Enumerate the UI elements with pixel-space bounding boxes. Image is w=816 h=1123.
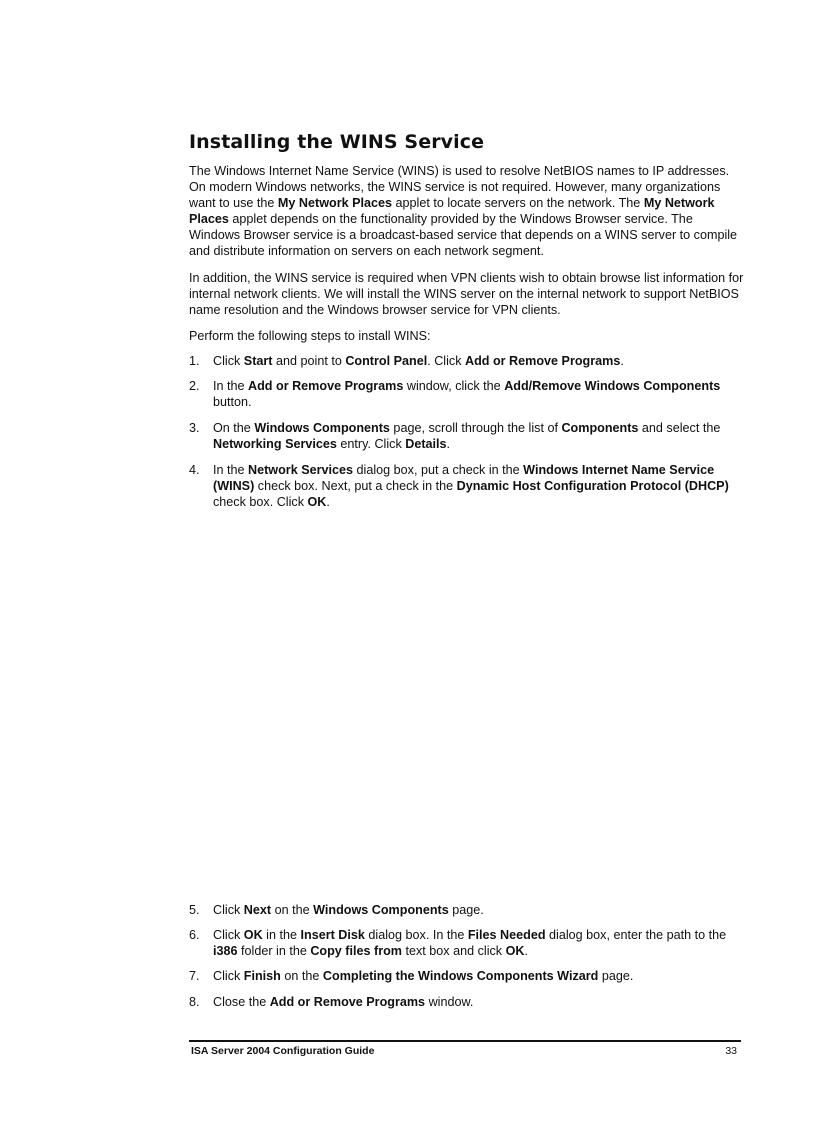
- step-text: [213, 462, 749, 510]
- emphasized-text: My Network Places: [277, 196, 393, 210]
- text-run: .: [524, 944, 528, 958]
- text-run: and select the: [638, 421, 721, 435]
- emphasized-text: i386: [213, 944, 238, 958]
- emphasized-text: Windows Internet Name Service (WINS): [213, 463, 715, 493]
- emphasized-text: Windows Components: [313, 903, 449, 917]
- emphasized-text: Details: [405, 437, 447, 451]
- text-run: Click: [213, 969, 244, 983]
- text-run: on the: [280, 969, 323, 983]
- step-text: [213, 927, 749, 959]
- list-item: [189, 378, 749, 410]
- step-number: 3.: [189, 421, 200, 435]
- text-run: page.: [598, 969, 634, 983]
- emphasized-text: OK: [505, 944, 525, 958]
- list-item: [189, 420, 749, 452]
- text-run: check box. Click: [213, 495, 308, 509]
- list-item: [189, 462, 749, 510]
- text-run: .: [446, 437, 451, 451]
- text-run: entry. Click: [336, 437, 406, 451]
- page-number: 33: [725, 1045, 737, 1057]
- emphasized-text: OK: [243, 928, 263, 942]
- emphasized-text: Start: [243, 354, 273, 368]
- text-run: In addition, the WINS service is required when VPN clients wish to obtain browse list information for internal network clients. We will install the WINS server on the internal network to support NetBIOS name resolution and the Windows browser service for VPN clients.: [189, 271, 744, 317]
- text-run: .: [326, 495, 330, 509]
- text-run: button.: [213, 395, 252, 409]
- text-run: The Windows Internet Name Service (WINS) is used to resolve NetBIOS names to IP addresses. On modern Windows networks, the WINS service is not required. However, many organizations want to use the: [189, 164, 730, 210]
- list-item: [189, 902, 749, 918]
- emphasized-text: Completing the Windows Components Wizard: [322, 969, 599, 983]
- text-run: In the: [213, 463, 249, 477]
- step-text: [213, 420, 749, 452]
- text-run: Close the: [213, 995, 270, 1009]
- text-run: Click: [213, 354, 244, 368]
- emphasized-text: Add/Remove Windows Components: [504, 379, 721, 393]
- step-number: 7.: [189, 969, 200, 983]
- text-run: dialog box, enter the path to the: [545, 928, 727, 942]
- paragraph-intro: [189, 163, 747, 259]
- emphasized-text: Networking Services: [213, 437, 337, 451]
- step-text: [213, 968, 749, 984]
- text-run: Perform the following steps to install WINS:: [189, 329, 431, 343]
- text-run: dialog box, put a check in the: [353, 463, 524, 477]
- footer-divider: [189, 1040, 741, 1042]
- text-run: . Click: [427, 354, 465, 368]
- emphasized-text: Windows Components: [254, 421, 390, 435]
- text-run: in the: [262, 928, 301, 942]
- text-run: window.: [425, 995, 474, 1009]
- text-run: folder in the: [237, 944, 311, 958]
- emphasized-text: Dynamic Host Configuration Protocol (DHCP): [456, 479, 729, 493]
- step-number: 4.: [189, 463, 200, 477]
- text-run: .: [620, 354, 624, 368]
- step-number: 8.: [189, 995, 200, 1009]
- text-run: Click: [213, 903, 244, 917]
- step-number: 6.: [189, 928, 200, 942]
- emphasized-text: Files Needed: [467, 928, 546, 942]
- list-item: [189, 353, 749, 369]
- emphasized-text: Next: [243, 903, 272, 917]
- text-run: In the: [213, 379, 249, 393]
- step-text: [213, 353, 749, 369]
- text-run: applet depends on the functionality provided by the Windows Browser service. The Windows Browser service is a broadcast-based service that depends on a WINS server to compile and distribute information on servers on each network segment.: [189, 212, 738, 258]
- paragraph-steps-intro: [189, 328, 747, 344]
- text-run: page, scroll through the list of: [389, 421, 562, 435]
- emphasized-text: OK: [307, 495, 327, 509]
- text-run: page.: [448, 903, 484, 917]
- step-text: [213, 994, 749, 1010]
- text-run: dialog box. In the: [364, 928, 468, 942]
- text-run: text box and click: [402, 944, 506, 958]
- text-run: Click: [213, 928, 244, 942]
- text-run: On the: [213, 421, 255, 435]
- page-title: Installing the WINS Service: [189, 131, 485, 153]
- text-run: applet to locate servers on the network. The: [392, 196, 644, 210]
- emphasized-text: Network Services: [248, 463, 354, 477]
- emphasized-text: Add or Remove Programs: [248, 379, 404, 393]
- step-number: 5.: [189, 903, 200, 917]
- list-item: [189, 927, 749, 959]
- emphasized-text: Copy files from: [310, 944, 402, 958]
- emphasized-text: Control Panel: [345, 354, 428, 368]
- list-item: [189, 968, 749, 984]
- emphasized-text: Add or Remove Programs: [269, 995, 426, 1009]
- text-run: and point to: [272, 354, 346, 368]
- step-number: 1.: [189, 354, 200, 368]
- text-run: check box. Next, put a check in the: [254, 479, 457, 493]
- paragraph-vpn: [189, 270, 747, 318]
- emphasized-text: My Network Places: [189, 196, 715, 226]
- emphasized-text: Insert Disk: [300, 928, 365, 942]
- emphasized-text: Finish: [243, 969, 281, 983]
- step-text: [213, 378, 749, 410]
- list-item: [189, 994, 749, 1010]
- step-text: [213, 902, 749, 918]
- step-number: 2.: [189, 379, 200, 393]
- text-run: window, click the: [403, 379, 505, 393]
- footer-title: ISA Server 2004 Configuration Guide: [191, 1045, 375, 1057]
- emphasized-text: Components: [561, 421, 639, 435]
- text-run: on the: [271, 903, 314, 917]
- emphasized-text: Add or Remove Programs: [464, 354, 621, 368]
